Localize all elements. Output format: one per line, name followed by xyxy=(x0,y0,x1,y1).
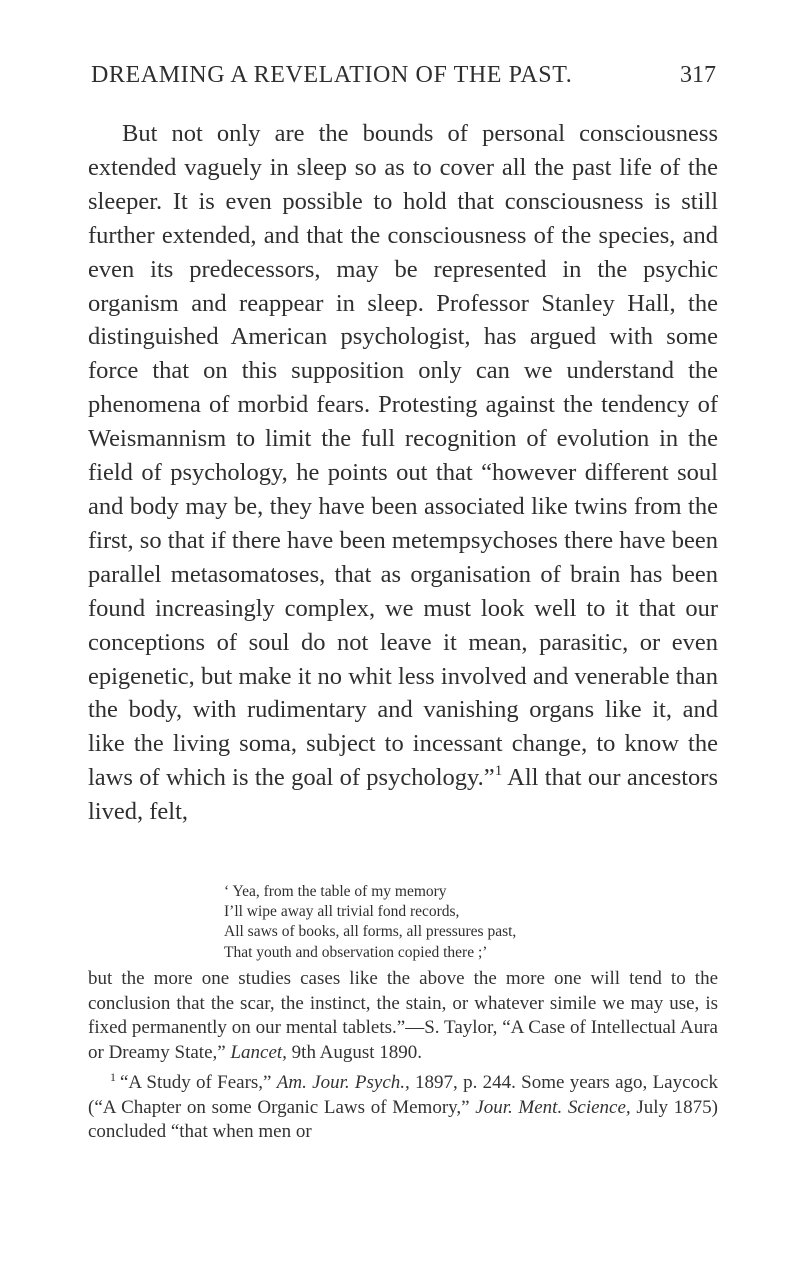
paragraph-text-continued: All that our ancestors lived, felt, xyxy=(88,764,718,826)
running-head xyxy=(91,62,716,96)
verse-line: ‘ Yea, from the table of my memory xyxy=(224,883,447,900)
page-number: 317 xyxy=(680,62,716,88)
footnote-continuation xyxy=(88,967,718,1065)
footnote-reference: 1 xyxy=(494,763,503,780)
footnote-text: “A Study of Fears,” xyxy=(120,1072,277,1093)
verse-line: All saws of books, all forms, all pressures past, xyxy=(224,923,517,941)
footnotes xyxy=(88,967,718,1145)
journal-title: Jour. Ment. Science, xyxy=(475,1096,631,1118)
running-title: DREAMING A REVELATION OF THE PAST. xyxy=(91,62,573,88)
footnote-text: 9th August 1890. xyxy=(286,1041,423,1063)
footnote-marker: 1 xyxy=(110,1070,116,1084)
footnote-verse xyxy=(224,882,644,963)
journal-title: Lancet, xyxy=(230,1041,287,1063)
verse-line: That youth and observation copied there ;’ xyxy=(224,943,488,961)
paragraph-text: But not only are the bounds of personal consciousness extended vaguely in sleep so as to cover all the past life of the sleeper. It is even possible to hold that consciousness is still further extended, and that the consciousness of the species, and even its predecessors, may be represented in the psychic organism and reappear in sleep. Professor Stanley Hall, the distinguished American psychologist, has argued with some force that on this supposition only can we understand the phenomena of morbid fears. Protesting against the tendency of Weismannism to limit the full recognition of evolution in the field of psychology, he points out that “however different soul and body may be, they have been associated like twins from the first, so that if there have been metempsychoses there have been parallel metasomatoses, that as organisation of brain has been found increasingly complex, we must look well to it that our conceptions of soul do not leave it mean, parasitic, or even epigenetic, but make it no whit less involved and venerable than the body, with rudimentary and vanishing organs like it, and like the living soma, subject to incessant change, to know the laws of which is the goal of psychology.” xyxy=(88,120,718,792)
journal-title: Am. Jour. Psych., xyxy=(276,1072,410,1093)
verse-line: I’ll wipe away all trivial fond records, xyxy=(224,903,460,921)
footnote-text: but the more one studies cases like the above the more one will tend to the conclusion that the scar, the instinct, the stain, or whatever simile we may use, is fixed permanently on our mental tablets.”—S. Taylor, “A Case of Intellectual Aura or Dreamy State,” xyxy=(88,968,718,1063)
footnote-text: 1897, p. 244. Some years ago, Laycock (“A Chapter on some Organic Laws of Memory,” xyxy=(88,1072,718,1118)
footnote-2 xyxy=(88,1065,718,1145)
footnote-text: July 1875) concluded “that when men or xyxy=(88,1096,718,1142)
body-paragraph xyxy=(88,117,718,829)
main-text xyxy=(88,117,718,829)
